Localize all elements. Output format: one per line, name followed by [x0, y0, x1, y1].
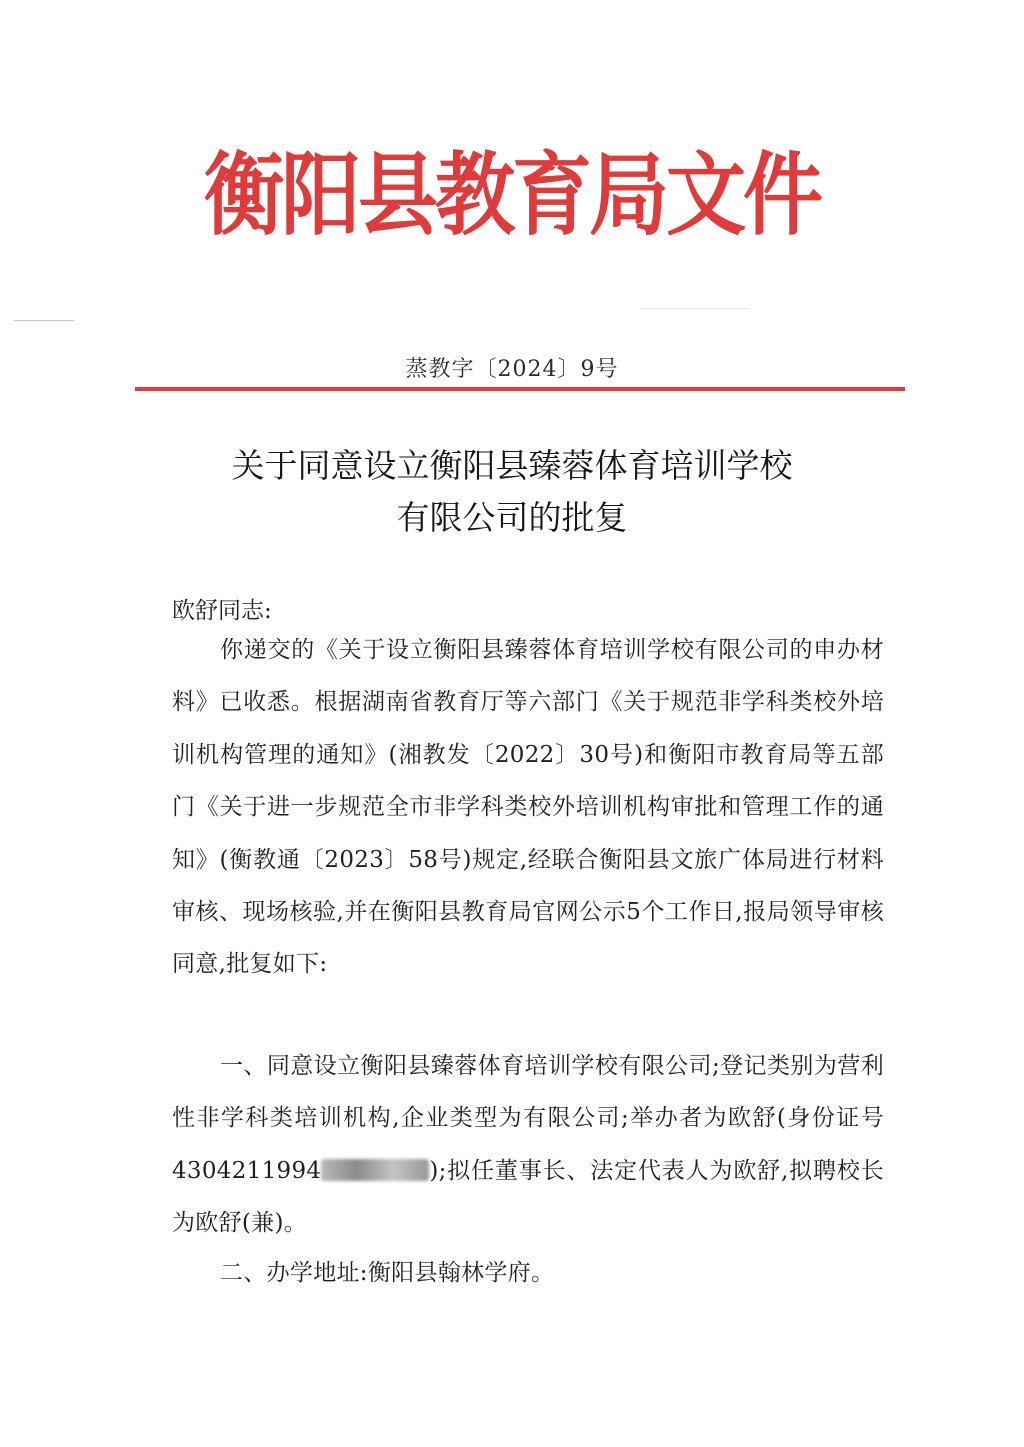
- scan-mark: [640, 308, 750, 309]
- redacted-id-number: [321, 1159, 429, 1181]
- body-paragraph: [172, 1040, 884, 1250]
- paragraph-text: );拟任董事长、法定代表人为欧舒,拟聘校长为欧舒(兼)。: [172, 1157, 884, 1237]
- red-divider-line: [135, 387, 905, 391]
- paragraph-text: 一、同意设立衡阳县臻蓉体育培训学校有限公司;登记类别为营利性非学科类培训机构,企业类型为有限公司;举办者为欧舒(身份证号 4304211994: [172, 1053, 884, 1184]
- document-title-line-2: 有限公司的批复: [396, 498, 628, 537]
- body-paragraph: 你递交的《关于设立衡阳县臻蓉体育培训学校有限公司的申办材料》已收悉。根据湖南省教育厅等六部门《关于规范非学科类校外培训机构管理的通知》(湘教发〔2022〕30号)和衡阳市教育局等五部门《关于进一步规范全市非学科类校外培训机构审批和管理工作的通知》(衡教通〔2023〕58号)规定,经联合衡阳县文旅广体局进行材料审核、现场核验,并在衡阳县教育局官网公示5个工作日,报局领导审核同意,批复如下:: [172, 637, 884, 978]
- document-header-title: 衡阳县教育局文件: [204, 142, 820, 248]
- document-number: 蒸教字〔2024〕9号: [405, 357, 619, 382]
- salutation: 欧舒同志:: [172, 598, 272, 624]
- document-title-line-1: 关于同意设立衡阳县臻蓉体育培训学校: [231, 446, 793, 485]
- scan-mark: [14, 320, 74, 321]
- body-paragraph: 二、办学地址:衡阳县翰林学府。: [220, 1260, 555, 1286]
